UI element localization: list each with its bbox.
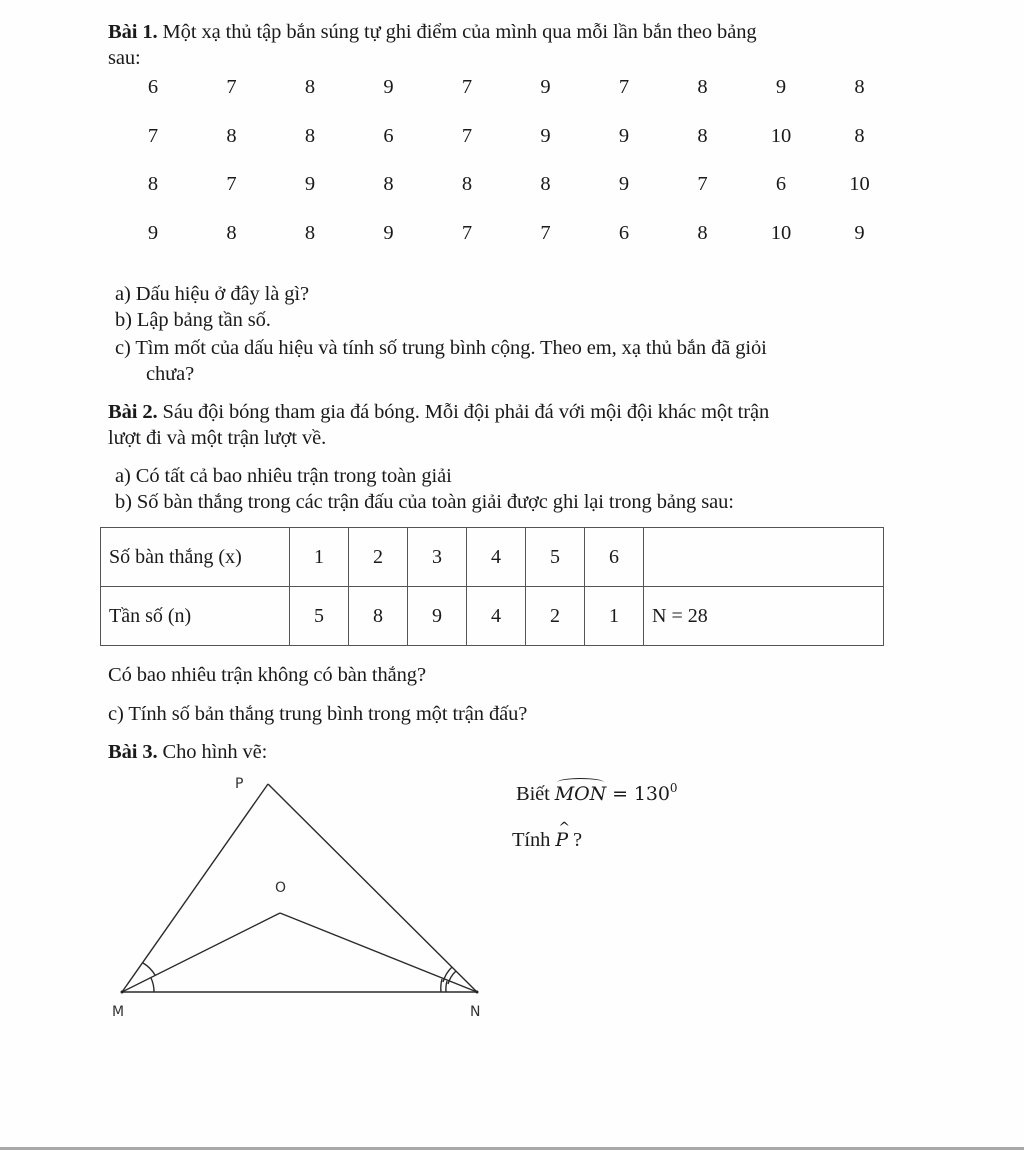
- label-p: P: [235, 776, 244, 792]
- bai2-question-a: a) Có tất cả bao nhiêu trận trong toàn giải: [115, 465, 452, 487]
- row-header-frequency: Tần số (n): [101, 587, 290, 646]
- label-o: O: [275, 880, 287, 896]
- point-m: [121, 991, 124, 994]
- ask-angle-statement: [512, 828, 582, 852]
- score-value: 9: [540, 124, 551, 147]
- frequency-cell: 1: [585, 587, 644, 646]
- bai1-question-c-line2: chưa?: [146, 363, 195, 385]
- score-value: 7: [618, 76, 630, 98]
- score-value: 7: [697, 173, 708, 195]
- score-value: 8: [304, 124, 316, 147]
- goals-cell: 5: [526, 528, 585, 587]
- bai3-label: Bài 3.: [108, 741, 158, 763]
- side-mp: [122, 784, 268, 992]
- triangle-figure: [100, 770, 500, 1020]
- score-value: 6: [618, 221, 630, 244]
- bai2-followup: Có bao nhiêu trận không có bàn thắng?: [108, 664, 426, 686]
- score-value: 10: [849, 173, 870, 195]
- angle-mon: MON: [554, 782, 607, 805]
- score-value: 7: [461, 221, 473, 244]
- bai2-text: Sáu đội bóng tham gia đá bóng. Mỗi đội phải đá với mội đội khác một trận: [157, 401, 770, 423]
- score-value: 6: [775, 173, 787, 195]
- bai1-question-a: a) Dấu hiệu ở đây là gì?: [115, 283, 310, 305]
- bai3-intro: [108, 740, 267, 764]
- bai2-question-b: b) Số bàn thắng trong các trận đấu của toàn giải được ghi lại trong bảng sau:: [115, 491, 734, 513]
- segment-mo: [122, 913, 280, 992]
- given-prefix: Biết: [516, 782, 555, 805]
- frequency-cell: 8: [349, 587, 408, 646]
- score-value: 7: [147, 124, 159, 147]
- given-angle-statement: [516, 776, 677, 806]
- label-m: M: [112, 1004, 125, 1020]
- score-value: 10: [770, 124, 792, 147]
- angle-p: ^ P: [555, 828, 568, 852]
- bai1-question-b: b) Lập bảng tần số.: [115, 309, 271, 331]
- score-value: 7: [226, 173, 237, 195]
- bai1-text: Một xạ thủ tập bắn súng tự ghi điểm của mình qua mỗi lần bắn theo bảng: [157, 21, 757, 43]
- score-value: 9: [383, 76, 394, 98]
- scores-row: [118, 121, 898, 151]
- score-value: 8: [226, 221, 237, 244]
- angle-arc-m-upper: [143, 963, 155, 975]
- goals-cell: 4: [467, 528, 526, 587]
- table-row-frequency: [101, 587, 884, 646]
- given-value: = 130: [606, 782, 670, 805]
- label-n: N: [470, 1004, 481, 1020]
- score-value: 10: [770, 221, 792, 244]
- frequency-cell: 5: [290, 587, 349, 646]
- score-value: 9: [383, 221, 394, 244]
- score-value: 8: [697, 76, 708, 98]
- bai1-label: Bài 1.: [108, 21, 158, 43]
- score-value: 9: [854, 221, 865, 244]
- row-header-goals: Số bàn thắng (x): [101, 528, 290, 587]
- score-value: 9: [540, 76, 551, 98]
- goals-cell: 1: [290, 528, 349, 587]
- empty-cell: [644, 528, 884, 587]
- table-row-goals: [101, 528, 884, 587]
- score-value: 8: [854, 76, 865, 98]
- frequency-cell: 2: [526, 587, 585, 646]
- ask-prefix: Tính: [512, 829, 556, 851]
- score-value: 6: [147, 76, 159, 98]
- goals-cell: 2: [349, 528, 408, 587]
- bai1-intro-line1: [108, 20, 757, 44]
- goals-cell: 3: [408, 528, 467, 587]
- score-value: 6: [383, 124, 394, 147]
- bai2-label: Bài 2.: [108, 401, 158, 423]
- score-value: 9: [618, 124, 630, 147]
- score-value: 9: [147, 221, 159, 244]
- score-value: 8: [383, 173, 394, 195]
- scores-row: [118, 169, 898, 199]
- side-pn: [268, 784, 477, 992]
- frequency-cell: 4: [467, 587, 526, 646]
- bai2-question-c: c) Tính số bản thắng trung bình trong một trận đấu?: [108, 703, 528, 725]
- score-value: 8: [540, 173, 551, 195]
- score-value: 8: [697, 124, 708, 147]
- segment-on: [280, 913, 477, 992]
- scores-row: [118, 72, 898, 102]
- score-value: 7: [540, 221, 551, 244]
- angle-arc-n-lower-1: [441, 979, 442, 992]
- score-value: 7: [461, 76, 473, 98]
- point-n: [476, 991, 479, 994]
- score-value: 8: [697, 221, 708, 244]
- score-value: 8: [304, 221, 316, 244]
- angle-arc-m-lower: [151, 978, 154, 992]
- goals-cell: 6: [585, 528, 644, 587]
- score-value: 9: [304, 173, 316, 195]
- scores-row: [118, 218, 898, 248]
- angle-arc-n-lower-2: [446, 981, 447, 992]
- score-value: 8: [226, 124, 237, 147]
- frequency-table: [100, 527, 884, 646]
- score-value: 7: [226, 76, 237, 98]
- score-value: 8: [304, 76, 316, 98]
- score-value: 8: [147, 173, 159, 195]
- score-value: 9: [775, 76, 787, 98]
- degree-mark: 0: [669, 781, 678, 795]
- score-value: 8: [461, 173, 473, 195]
- bai3-text: Cho hình vẽ:: [157, 741, 268, 763]
- bai1-intro-line2: sau:: [108, 47, 141, 69]
- frequency-cell: 9: [408, 587, 467, 646]
- score-value: 8: [854, 124, 865, 147]
- total-cell: N = 28: [644, 587, 884, 646]
- score-value: 7: [461, 124, 473, 147]
- bai1-question-c-line1: c) Tìm mốt của dấu hiệu và tính số trung bình cộng. Theo em, xạ thủ bắn đã giỏi: [115, 337, 767, 359]
- score-value: 9: [618, 173, 630, 195]
- bai2-intro-line1: [108, 400, 769, 424]
- bai2-intro-line2: lượt đi và một trận lượt về.: [108, 427, 327, 449]
- ask-suffix: ?: [568, 829, 583, 851]
